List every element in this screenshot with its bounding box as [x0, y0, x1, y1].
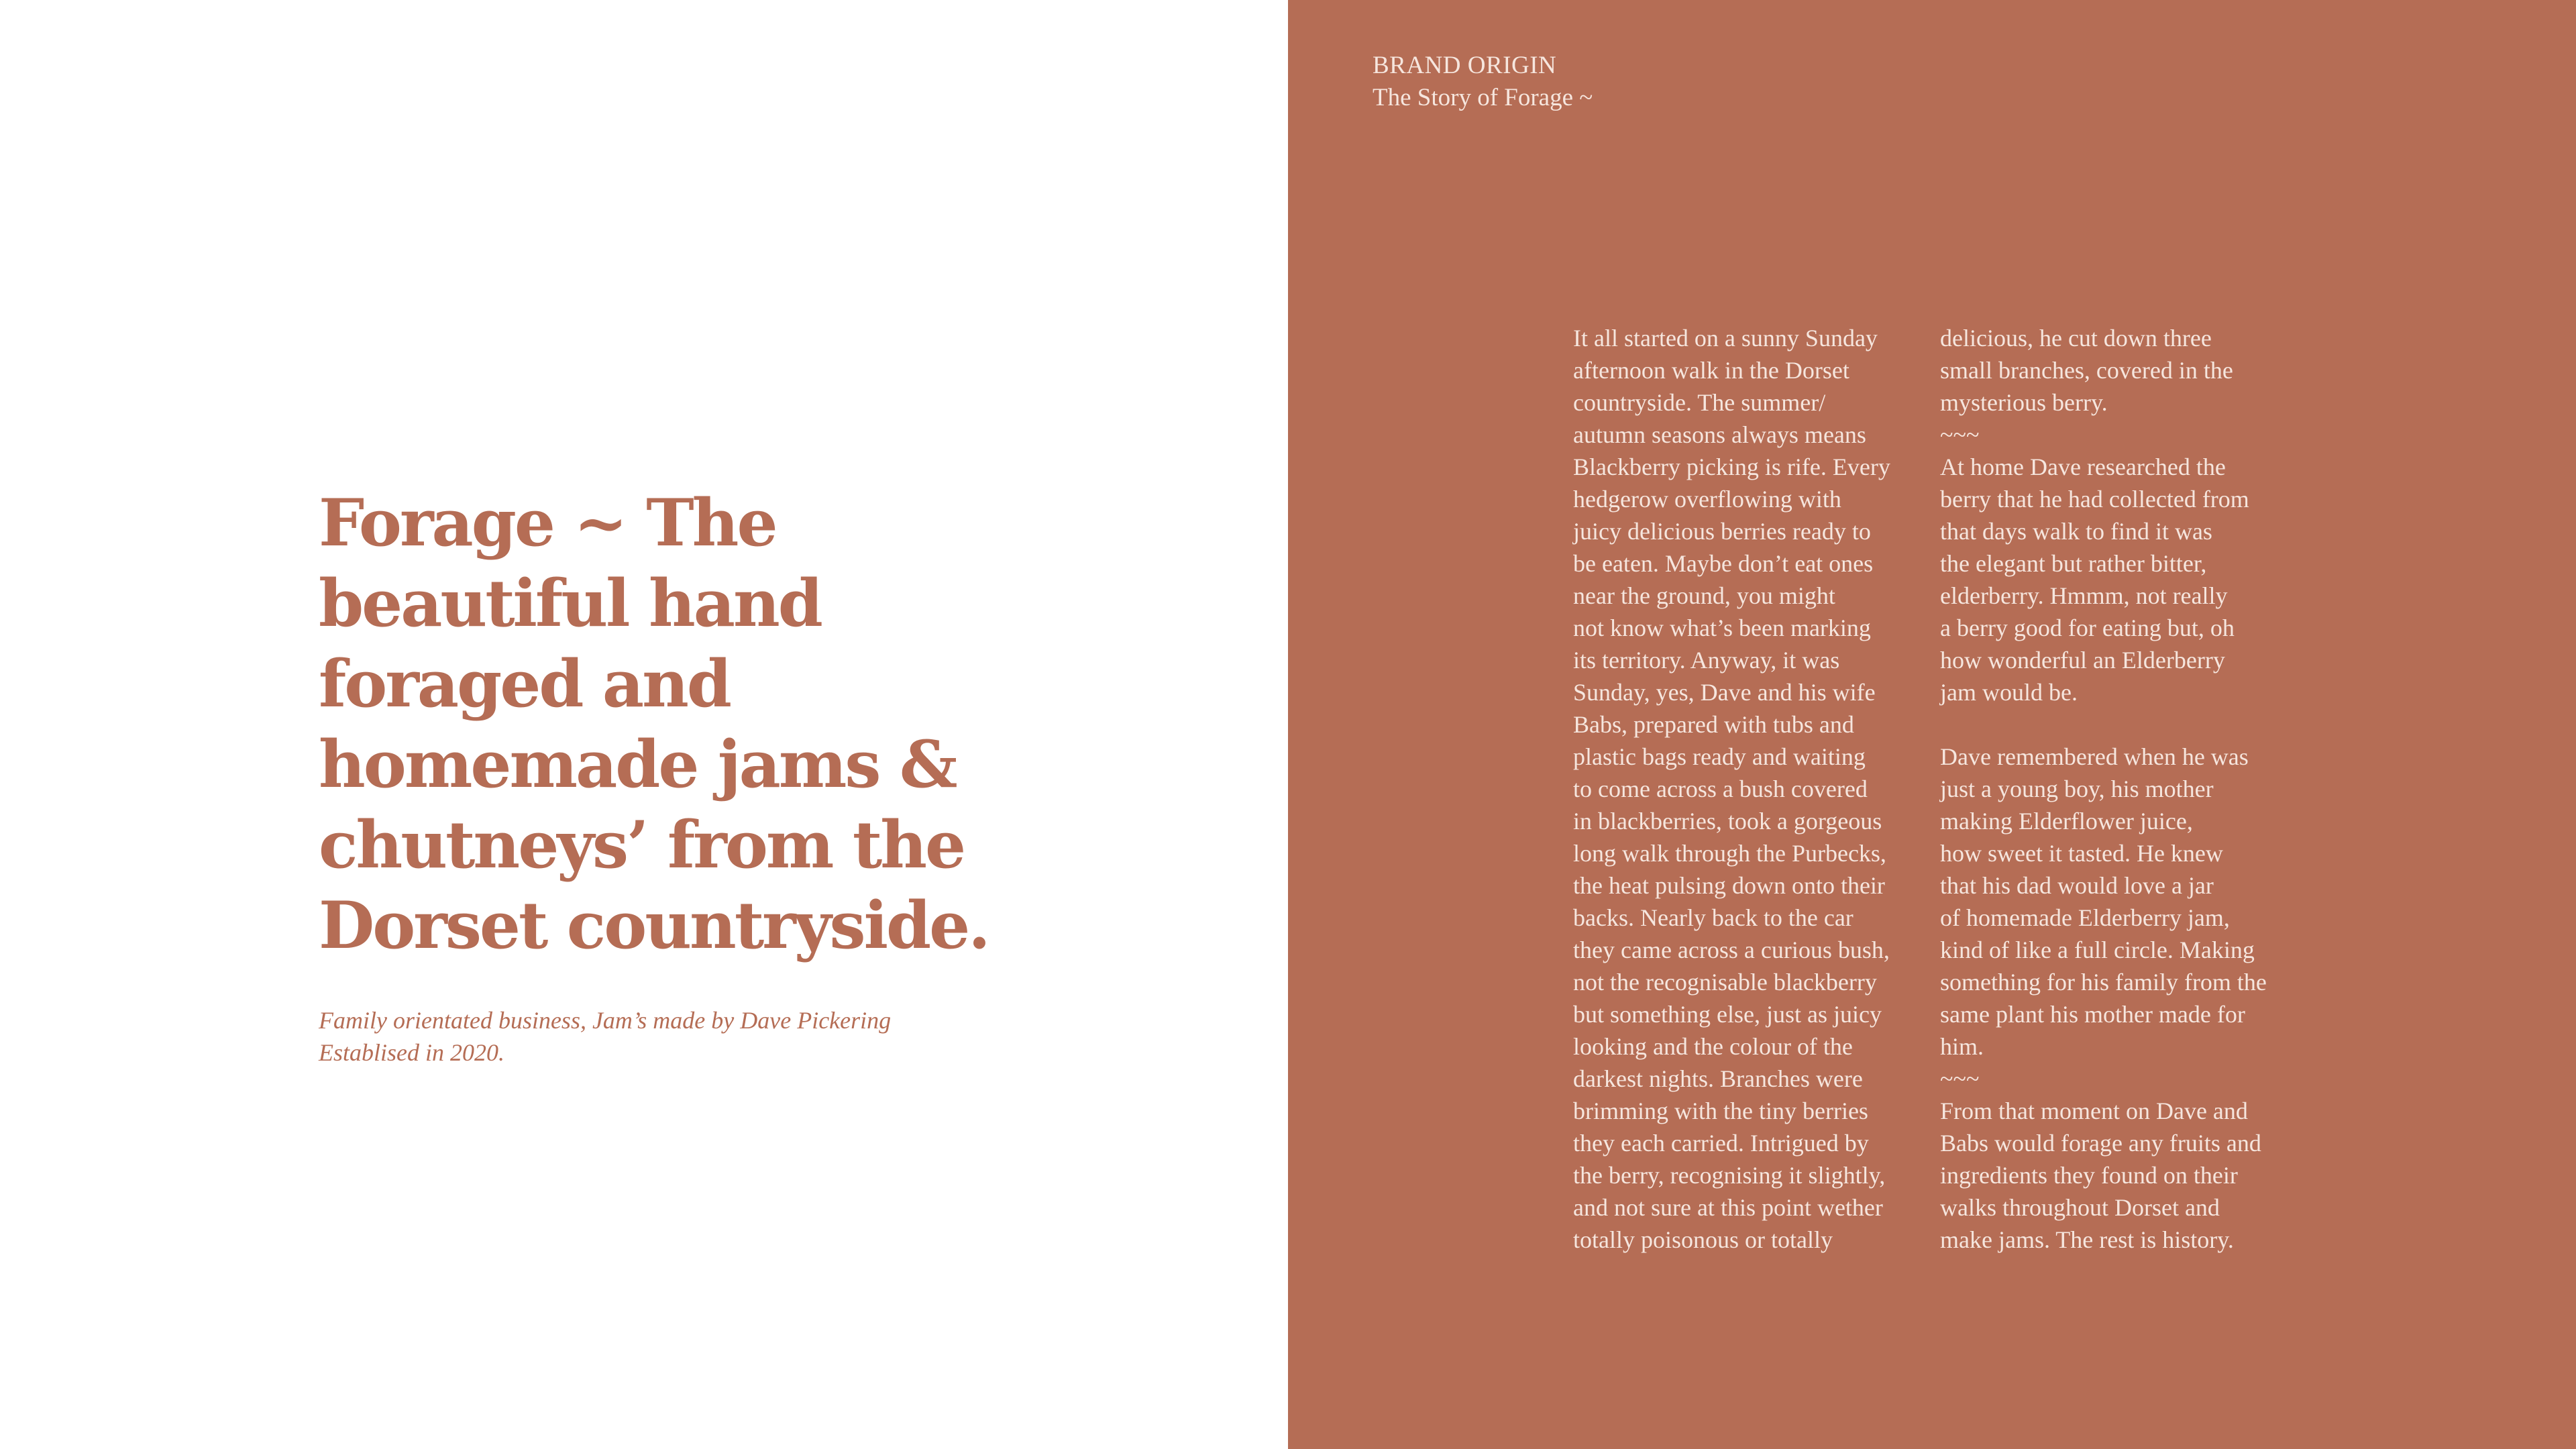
story-line: near the ground, you might	[1573, 582, 1835, 609]
story-line	[1940, 708, 2267, 741]
right-panel	[1288, 0, 2576, 1449]
story-line: a berry good for eating but, oh	[1940, 614, 2235, 641]
story-line: the heat pulsing down onto their	[1573, 872, 1885, 899]
headline	[319, 483, 1083, 966]
story-column-1	[1573, 322, 1890, 1256]
story-line: plastic bags ready and waiting	[1573, 743, 1866, 770]
story-line: how sweet it tasted. He knew	[1940, 840, 2223, 867]
story-line: Sunday, yes, Dave and his wife	[1573, 679, 1876, 706]
story-line: looking and the colour of the	[1573, 1033, 1853, 1060]
tagline-line: Family orientated business, Jam’s made by Dave Pickering	[319, 1007, 892, 1034]
story-line: that his dad would love a jar	[1940, 872, 2214, 899]
story-line: Babs, prepared with tubs and	[1573, 711, 1854, 738]
story-line: making Elderflower juice,	[1940, 808, 2193, 835]
story-line: they each carried. Intrigued by	[1573, 1130, 1869, 1157]
story-line: ingredients they found on their	[1940, 1162, 2238, 1189]
headline-line: Forage ~ The	[319, 485, 776, 561]
story-line: its territory. Anyway, it was	[1573, 647, 1840, 674]
story-line: how wonderful an Elderberry	[1940, 647, 2225, 674]
story-line: they came across a curious bush,	[1573, 936, 1890, 963]
story-line: in blackberries, took a gorgeous	[1573, 808, 1882, 835]
story-line: long walk through the Purbecks,	[1573, 840, 1886, 867]
story-line: ~~~	[1940, 1065, 1980, 1092]
story-line: darkest nights. Branches were	[1573, 1065, 1863, 1092]
headline-line: chutneys’ from the	[319, 807, 965, 883]
tagline	[319, 1004, 989, 1069]
story-line: kind of like a full circle. Making	[1940, 936, 2255, 963]
story-line: the berry, recognising it slightly,	[1573, 1162, 1886, 1189]
headline-line: Dorset countryside.	[319, 888, 989, 963]
headline-line: homemade jams &	[319, 727, 956, 802]
story-line: walks throughout Dorset and	[1940, 1194, 2220, 1221]
story-line: hedgerow overflowing with	[1573, 486, 1841, 513]
story-line: mysterious berry.	[1940, 389, 2108, 416]
story-line: Babs would forage any fruits and	[1940, 1130, 2261, 1157]
headline-line: beautiful hand	[319, 566, 821, 641]
story-line: Dave remembered when he was	[1940, 743, 2249, 770]
story-line: autumn seasons always means	[1573, 421, 1866, 448]
story-line: afternoon walk in the Dorset	[1573, 357, 1849, 384]
story-line: It all started on a sunny Sunday	[1573, 325, 1878, 352]
story-line: delicious, he cut down three	[1940, 325, 2212, 352]
story-line: not know what’s been marking	[1573, 614, 1871, 641]
story-line: brimming with the tiny berries	[1573, 1097, 1868, 1124]
tagline-line: Establised in 2020.	[319, 1039, 504, 1066]
story-line: countryside. The summer/	[1573, 389, 1826, 416]
story-line: totally poisonous or totally	[1573, 1226, 1833, 1253]
story-line: to come across a bush covered	[1573, 775, 1868, 802]
story-line: and not sure at this point wether	[1573, 1194, 1883, 1221]
story-line: just a young boy, his mother	[1940, 775, 2214, 802]
story-line: of homemade Elderberry jam,	[1940, 904, 2230, 931]
section-subtitle: The Story of Forage ~	[1373, 84, 1593, 111]
story-line: backs. Nearly back to the car	[1573, 904, 1854, 931]
story-line: At home Dave researched the	[1940, 453, 2226, 480]
story-line: Blackberry picking is rife. Every	[1573, 453, 1890, 480]
story-line: the elegant but rather bitter,	[1940, 550, 2207, 577]
story-line: same plant his mother made for	[1940, 1001, 2245, 1028]
story-column-2	[1940, 322, 2267, 1256]
story-line: ~~~	[1940, 421, 1980, 448]
story-line: jam would be.	[1940, 679, 2078, 706]
story-line: but something else, just as juicy	[1573, 1001, 1882, 1028]
story-line: juicy delicious berries ready to	[1573, 518, 1871, 545]
story-line: From that moment on Dave and	[1940, 1097, 2248, 1124]
story-line: make jams. The rest is history.	[1940, 1226, 2234, 1253]
story-line: something for his family from the	[1940, 969, 2267, 996]
story-line: that days walk to find it was	[1940, 518, 2212, 545]
section-label: BRAND ORIGIN	[1373, 52, 1557, 79]
story-line: him.	[1940, 1033, 1984, 1060]
story-line: elderberry. Hmmm, not really	[1940, 582, 2228, 609]
story-line: be eaten. Maybe don’t eat ones	[1573, 550, 1874, 577]
story-line: not the recognisable blackberry	[1573, 969, 1877, 996]
story-line: berry that he had collected from	[1940, 486, 2249, 513]
story-line: small branches, covered in the	[1940, 357, 2233, 384]
headline-line: foraged and	[319, 646, 730, 722]
